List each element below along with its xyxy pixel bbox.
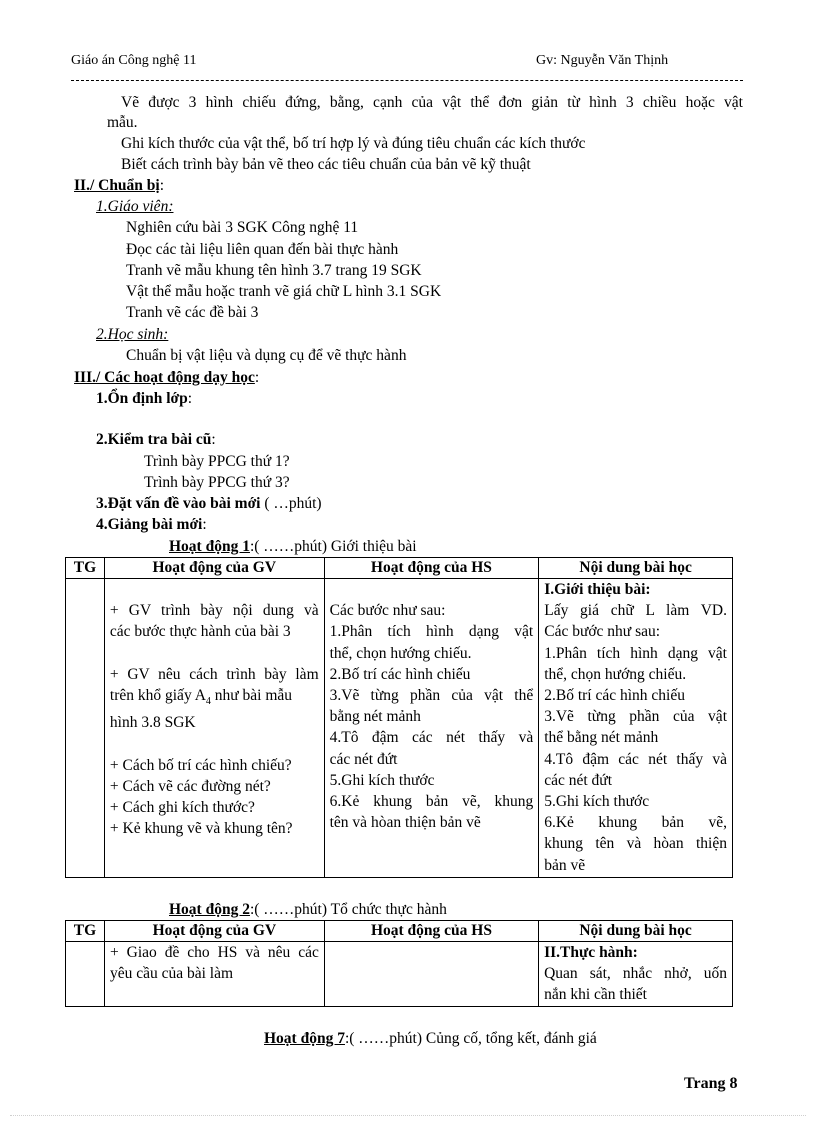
teacher-item-4: Vật thể mẫu hoặc tranh vẽ giá chữ L hình 3.1 SGK — [126, 283, 442, 300]
gv-line: + Kẻ khung vẽ và khung tên? — [109, 820, 293, 838]
teacher-item-2: Đọc các tài liệu liên quan đến bài thực hành — [126, 241, 399, 258]
gv-line: + GV trình bày nội dung và — [109, 602, 319, 620]
activity-1-rest: :( ……phút) Giới thiệu bài — [249, 538, 417, 555]
section-3-heading — [74, 368, 259, 388]
activity-1-hs-cell — [324, 579, 539, 878]
step-4-title: 4.Giảng bài mới — [96, 516, 203, 533]
content-line: thể bằng nét mảnh — [544, 729, 659, 747]
paper-size-subscript: 4 — [205, 696, 211, 708]
activity-7-rest: :( ……phút) Củng cố, tổng kết, đánh giá — [344, 1030, 597, 1047]
activity-1-label: Hoạt động 1 — [169, 538, 250, 555]
step-1 — [96, 389, 192, 409]
objective-line-1: Vẽ được 3 hình chiếu đứng, bằng, cạnh của vật thể đơn giản từ hình 3 chiều hoặc vật — [121, 94, 743, 111]
content-line: 2.Bố trí các hình chiếu — [544, 687, 685, 705]
activity-1-header-row — [66, 558, 733, 579]
section-2-colon: : — [159, 177, 165, 194]
step-1-title: 1.Ổn định lớp — [96, 390, 188, 407]
content-line: Lấy giá chữ L làm VD. — [544, 602, 727, 620]
gv-line-paper-size — [110, 685, 319, 712]
hs-line: 6.Kẻ khung bản vẽ, khung — [329, 793, 534, 811]
activity-2-body-row — [66, 942, 733, 1007]
header-divider — [71, 80, 743, 81]
objective-line-4: Biết cách trình bày bản vẽ theo các tiêu chuẩn của bản vẽ kỹ thuật — [121, 156, 531, 173]
header-gv: Hoạt động của GV — [104, 921, 324, 942]
content-line: 3.Vẽ từng phần của vật — [544, 708, 727, 726]
hs-line: 4.Tô đậm các nét thấy và — [329, 729, 534, 747]
activity-2-rest: :( ……phút) Tổ chức thực hành — [249, 901, 447, 918]
header-content: Nội dung bài học — [539, 558, 733, 579]
gv-line: hình 3.8 SGK — [109, 714, 196, 732]
activity-2-label: Hoạt động 2 — [169, 901, 250, 918]
header-tg: TG — [66, 921, 105, 942]
section-3-title: III./ Các hoạt động dạy học — [74, 369, 255, 386]
activity-2-gv-cell — [104, 942, 324, 1007]
step-2 — [96, 430, 216, 450]
hs-line: 5.Ghi kích thước — [329, 771, 435, 789]
gv-line: + Cách ghi kích thước? — [109, 799, 255, 817]
gv-line: yêu cầu của bài làm — [109, 965, 234, 983]
gv-line: các bước thực hành của bài 3 — [109, 623, 291, 641]
header-tg: TG — [66, 558, 105, 579]
content-line: thể, chọn hướng chiếu. — [544, 665, 687, 683]
step-2-title: 2.Kiểm tra bài cũ — [96, 431, 212, 448]
teacher-item-3: Tranh vẽ mẫu khung tên hình 3.7 trang 19 SGK — [126, 262, 422, 279]
hs-line: bằng nét mảnh — [329, 708, 421, 726]
activity-2-content-cell — [539, 942, 733, 1007]
page-number: Trang 8 — [684, 1075, 738, 1092]
activity-1-table — [65, 557, 733, 878]
section-3-colon: : — [254, 369, 260, 386]
content-line: nắn khi cần thiết — [544, 986, 647, 1004]
content-line: 6.Kẻ khung bản vẽ, — [544, 814, 727, 832]
section-2-heading — [74, 176, 164, 196]
activity-1-content-cell — [539, 579, 733, 878]
objective-line-3: Ghi kích thước của vật thể, bố trí hợp lý và đúng tiêu chuẩn các kích thước — [121, 135, 586, 152]
activity-1-body-row — [66, 579, 733, 878]
activity-1-title — [169, 537, 417, 557]
gv-line: + Cách bố trí các hình chiếu? — [109, 756, 292, 774]
activity-7-label: Hoạt động 7 — [264, 1030, 345, 1047]
hs-line: 1.Phân tích hình dạng vật — [329, 623, 534, 641]
section-2-title: II./ Chuẩn bị — [74, 177, 160, 194]
content-title: I.Giới thiệu bài: — [544, 581, 651, 598]
header-content: Nội dung bài học — [539, 921, 733, 942]
content-line: bản vẽ — [544, 856, 586, 874]
hs-line: 2.Bố trí các hình chiếu — [329, 665, 471, 683]
activity-1-tg-cell — [66, 579, 105, 878]
activity-2-tg-cell — [66, 942, 105, 1007]
header-hs: Hoạt động của HS — [324, 921, 538, 942]
content-line: 5.Ghi kích thước — [544, 793, 650, 811]
hs-line: tên và hòan thiện bản vẽ — [329, 814, 481, 832]
gv-line: + GV nêu cách trình bày làm — [109, 665, 319, 683]
header-gv: Hoạt động của GV — [104, 558, 324, 579]
content-line: 4.Tô đậm các nét thấy và — [544, 750, 727, 768]
page-header-right: Gv: Nguyễn Văn Thịnh — [536, 53, 669, 68]
content-line: các nét đứt — [544, 771, 613, 789]
student-item-1: Chuẩn bị vật liệu và dụng cụ để vẽ thực hành — [126, 347, 407, 364]
hs-line: các nét đứt — [329, 750, 398, 768]
gv-line: + Cách vẽ các đường nét? — [109, 777, 271, 795]
activity-2-header-row — [66, 921, 733, 942]
content-line: 1.Phân tích hình dạng vật — [544, 644, 727, 662]
activity-2-table — [65, 920, 733, 1007]
step-1-colon: : — [187, 390, 193, 407]
step-4-colon: : — [202, 516, 207, 533]
teacher-heading: 1.Giáo viên: — [96, 198, 174, 215]
gv-line-paper-rest: như bài mẫu — [210, 686, 293, 704]
activity-2-title — [169, 900, 447, 920]
gv-line — [110, 579, 319, 600]
activity-1-gv-cell — [104, 579, 324, 878]
page-header-left: Giáo án Công nghệ 11 — [71, 53, 197, 68]
step-4 — [96, 515, 207, 535]
activity-7-title — [264, 1029, 597, 1049]
student-heading: 2.Học sinh: — [96, 326, 169, 343]
step-2-item-2: Trình bày PPCG thứ 3? — [144, 474, 290, 491]
page-bottom-border — [10, 1115, 806, 1116]
gv-line: + Giao đề cho HS và nêu các — [109, 944, 319, 961]
content-line: Các bước như sau: — [544, 623, 661, 641]
content-line: khung tên và hòan thiện — [544, 835, 727, 853]
gv-line — [110, 643, 319, 664]
step-2-item-1: Trình bày PPCG thứ 1? — [144, 453, 290, 470]
teacher-item-5: Tranh vẽ các đề bài 3 — [126, 304, 259, 321]
step-3-title: 3.Đặt vấn đề vào bài mới — [96, 495, 261, 512]
hs-line: thể, chọn hướng chiếu. — [329, 644, 472, 662]
hs-line: 3.Vẽ từng phần của vật thể — [329, 687, 534, 704]
hs-line — [330, 579, 534, 600]
gv-line-paper-text: trên khổ giấy A — [109, 686, 206, 704]
hs-line: Các bước như sau: — [329, 602, 446, 620]
step-3 — [96, 494, 322, 514]
objective-line-2: mẫu. — [107, 114, 138, 131]
step-2-colon: : — [211, 431, 216, 448]
teacher-item-1: Nghiên cứu bài 3 SGK Công nghệ 11 — [126, 219, 359, 236]
content-line: Quan sát, nhắc nhở, uốn — [544, 965, 727, 983]
content-title: II.Thực hành: — [544, 944, 638, 961]
activity-2-hs-cell — [324, 942, 538, 1007]
step-3-time: ( …phút) — [260, 495, 322, 512]
header-hs: Hoạt động của HS — [324, 558, 539, 579]
gv-line — [110, 733, 319, 754]
